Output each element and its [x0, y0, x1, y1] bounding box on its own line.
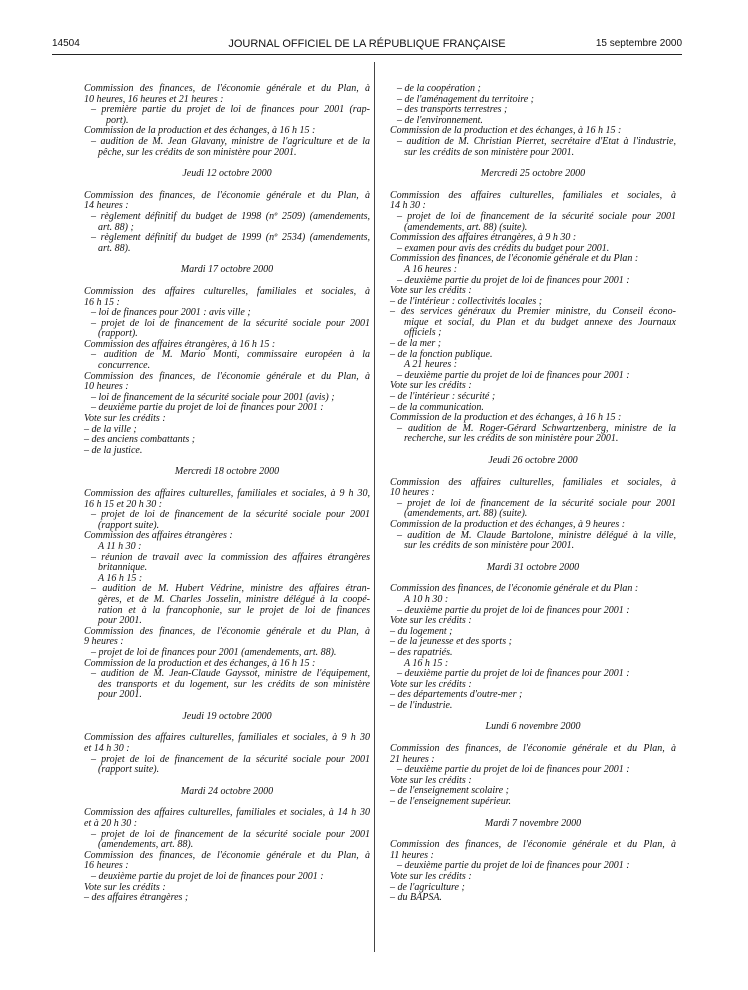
issue-date: 15 septembre 2000: [595, 38, 682, 49]
text-line: – audition de M. Jean Glavany, ministre de l'agriculture et de la: [91, 135, 370, 147]
text-line: – audition de M. Hubert Védrine, ministre des affaires étran-: [91, 583, 370, 595]
text-line: 9 heures :: [84, 636, 124, 648]
text-line: 16 h 15 et 20 h 30 :: [84, 498, 163, 510]
text-line: Commission des finances, de l'économie générale et du Plan, à: [390, 743, 676, 755]
text-line: Commission des finances, de l'économie générale et du Plan, à: [84, 189, 370, 201]
text-line: gères, et de M. Charles Josselin, ministre délégué à la coopé-: [98, 593, 370, 605]
text-line: – audition de M. Mario Monti, commissaire européen à la: [91, 349, 370, 361]
text-line: (amendements, art. 88).: [98, 839, 194, 851]
text-line: et à 20 h 30 :: [84, 818, 138, 830]
text-line: 14 heures :: [84, 200, 129, 212]
text-line: ration et à la francophonie, sur le projet de loi de finances: [98, 604, 370, 616]
text-line: – de l'environnement.: [397, 114, 483, 126]
text-line: – deuxième partie du projet de loi de finances pour 2001 :: [397, 860, 630, 872]
text-line: – de la mer ;: [390, 338, 442, 350]
column-divider: [374, 62, 375, 952]
text-line: Commission des finances, de l'économie générale et du Plan :: [390, 583, 639, 595]
date-heading: Mercredi 25 octobre 2000: [480, 168, 586, 180]
text-line: pêche, sur les crédits de son ministère pour 2001.: [98, 146, 297, 158]
text-line: – deuxième partie du projet de loi de finances pour 2001 :: [91, 871, 324, 882]
text-line: Commission des affaires culturelles, familiales et sociales, à: [390, 476, 676, 488]
text-line: – de la justice.: [84, 444, 143, 456]
text-line: – de la jeunesse et des sports ;: [390, 636, 512, 648]
date-heading: Jeudi 26 octobre 2000: [488, 455, 578, 466]
spacer: [390, 467, 676, 478]
text-line: Commission des finances, de l'économie générale et du Plan :: [390, 253, 639, 265]
text-line: – des anciens combattants ;: [84, 434, 196, 446]
text-line: – de la coopération ;: [397, 83, 481, 94]
journal-title: JOURNAL OFFICIEL DE LA RÉPUBLIQUE FRANÇAISE: [228, 38, 506, 50]
text-line: Vote sur les crédits :: [390, 285, 472, 297]
text-line: (rapport).: [98, 328, 138, 340]
text-line: – du BAPSA.: [390, 892, 442, 904]
page-header: [52, 38, 682, 52]
text-line: – des affaires étrangères ;: [84, 892, 189, 904]
text-line: – projet de loi de financement de la sécurité sociale pour 2001: [91, 828, 370, 840]
text-line: Commission des finances, de l'économie générale et du Plan, à: [84, 83, 370, 94]
text-line: 10 heures :: [390, 487, 435, 499]
text-line: – des départements d'outre-mer ;: [390, 689, 523, 701]
text-line: – projet de loi de financement de la sécurité sociale pour 2001: [91, 753, 370, 765]
text-line: – des services généraux du Premier ministre, du Conseil écono-: [390, 306, 676, 318]
text-line: – projet de loi de financement de la sécurité sociale pour 2001: [91, 509, 370, 521]
text-line: – de l'enseignement scolaire ;: [390, 785, 509, 797]
text-line: 16 heures :: [84, 860, 129, 872]
left-column: [84, 84, 370, 904]
text-line: – réunion de travail avec la commission des affaires étrangères: [91, 551, 370, 563]
text-line: A 16 h 15 :: [404, 657, 449, 669]
date-heading: Mardi 31 octobre 2000: [486, 561, 580, 573]
text-line: – deuxième partie du projet de loi de finances pour 2001 :: [397, 369, 630, 381]
text-line: art. 88) ;: [98, 221, 134, 233]
text-line: Vote sur les crédits :: [84, 413, 166, 425]
date-heading: Jeudi 19 octobre 2000: [182, 710, 272, 722]
text-line: Vote sur les crédits :: [390, 678, 472, 690]
text-line: des transports et du logement, sur les crédits de son ministère: [98, 678, 370, 690]
text-line: Commission de la production et des échanges, à 9 heures :: [390, 518, 626, 530]
text-line: – audition de M. Roger-Gérard Schwartzenberg, ministre de la: [397, 422, 676, 434]
text-line: – des rapatriés.: [390, 646, 453, 658]
text-line: Vote sur les crédits :: [390, 380, 472, 392]
page-number: 14504: [52, 38, 80, 49]
text-line: Commission des affaires culturelles, familiales et sociales, à: [390, 189, 676, 201]
text-line: pour 2001.: [98, 615, 142, 627]
text-line: (amendements, art. 88) (suite).: [404, 508, 528, 520]
text-line: Vote sur les crédits :: [390, 774, 472, 786]
date-heading: Jeudi 12 octobre 2000: [182, 168, 272, 180]
text-line: mique et social, du Plan et du budget annexe des Journaux: [404, 316, 676, 328]
header-rule: [52, 54, 682, 55]
text-line: Commission des affaires culturelles, familiales et sociales, à 9 h 30: [84, 732, 370, 744]
text-line: A 21 heures :: [404, 359, 458, 371]
date-heading: Mardi 17 octobre 2000: [180, 264, 274, 276]
text-line: – deuxième partie du projet de loi de finances pour 2001 :: [91, 402, 324, 414]
text-line: – règlement définitif du budget de 1999 (nº 2534) (amendements,: [91, 232, 370, 244]
text-line: Commission des finances, de l'économie générale et du Plan, à: [84, 849, 370, 861]
text-line: – projet de loi de financement de la sécurité sociale pour 2001: [397, 210, 676, 222]
text-line: Vote sur les crédits :: [84, 881, 166, 893]
text-line: 10 heures, 16 heures et 21 heures :: [84, 93, 224, 105]
date-heading: Mardi 7 novembre 2000: [484, 817, 582, 829]
text-line: A 10 h 30 :: [404, 593, 449, 605]
text-line: – de la fonction publique.: [390, 348, 493, 360]
text-line: et 14 h 30 :: [84, 743, 130, 755]
text-line: 11 heures :: [390, 849, 434, 861]
text-line: – de l'industrie.: [390, 699, 453, 711]
text-line: 16 h 15 :: [84, 296, 120, 308]
text-line: A 16 h 15 :: [98, 572, 143, 584]
text-line: Commission des affaires culturelles, familiales et sociales, à 14 h 30: [84, 807, 370, 819]
text-line: – audition de M. Christian Pierret, secrétaire d'Etat à l'industrie,: [397, 135, 676, 147]
text-line: art. 88).: [98, 242, 131, 254]
text-line: – des transports terrestres ;: [397, 104, 508, 116]
text-line: – de la communication.: [390, 401, 484, 413]
text-line: (rapport suite).: [98, 519, 160, 531]
text-line: Commission des finances, de l'économie générale et du Plan, à: [84, 370, 370, 382]
date-heading: Lundi 6 novembre 2000: [485, 721, 581, 733]
text-line: – projet de loi de financement de la sécurité sociale pour 2001: [397, 497, 676, 509]
date-heading: Mardi 24 octobre 2000: [180, 785, 274, 797]
text-line: – première partie du projet de loi de finances pour 2001 (rap-: [91, 104, 370, 116]
text-line: 14 h 30 :: [390, 200, 426, 212]
text-line: Commission des affaires étrangères :: [84, 530, 233, 542]
text-line: recherche, sur les crédits de son ministère pour 2001.: [404, 433, 619, 445]
text-line: – deuxième partie du projet de loi de finances pour 2001 :: [397, 764, 630, 776]
text-line: Commission des finances, de l'économie générale et du Plan, à: [390, 839, 676, 851]
text-line: sur les crédits de son ministère pour 2001.: [404, 540, 575, 552]
text-line: Commission des affaires culturelles, familiales et sociales, à: [84, 285, 370, 297]
text-line: 10 heures :: [84, 381, 129, 393]
text-line: – du logement ;: [390, 625, 453, 637]
text-line: – de l'aménagement du territoire ;: [397, 93, 535, 105]
text-line: 21 heures :: [390, 753, 435, 765]
text-line: britannique.: [98, 562, 148, 574]
text-line: A 11 h 30 :: [98, 540, 142, 552]
text-line: – deuxième partie du projet de loi de finances pour 2001 :: [397, 274, 630, 286]
text-line: Commission de la production et des échanges, à 16 h 15 :: [84, 657, 316, 669]
text-line: – règlement définitif du budget de 1998 (nº 2509) (amendements,: [91, 210, 370, 222]
text-line: A 16 heures :: [404, 263, 458, 275]
text-line: – de l'enseignement supérieur.: [390, 796, 512, 808]
date-heading: Mercredi 18 octobre 2000: [174, 466, 280, 478]
text-line: Commission des affaires étrangères, à 9 h 30 :: [390, 232, 577, 244]
text-line: officiels ;: [404, 327, 442, 339]
text-line: Commission des finances, de l'économie générale et du Plan, à: [84, 625, 370, 637]
text-line: – de l'agriculture ;: [390, 881, 465, 893]
text-line: – loi de finances pour 2001 : avis ville ;: [91, 307, 251, 319]
text-line: Commission de la production et des échanges, à 16 h 15 :: [84, 125, 316, 137]
right-column: [390, 84, 676, 904]
text-line: – de l'intérieur : collectivités locales ;: [390, 295, 543, 307]
text-line: – de l'intérieur : sécurité ;: [390, 391, 496, 403]
text-line: (rapport suite).: [98, 764, 160, 776]
text-line: – de la ville ;: [84, 423, 137, 435]
text-line: – projet de loi de financement de la sécurité sociale pour 2001: [91, 317, 370, 329]
text-line: Commission de la production et des échanges, à 16 h 15 :: [390, 412, 622, 424]
text-line: Commission de la production et des échanges, à 16 h 15 :: [390, 125, 622, 137]
text-line: – projet de loi de finances pour 2001 (amendements, art. 88).: [91, 646, 337, 658]
text-line: – loi de financement de la sécurité sociale pour 2001 (avis) ;: [91, 391, 335, 403]
text-line: port).: [106, 114, 129, 126]
spacer: [390, 808, 676, 819]
text-line: sur les crédits de son ministère pour 2001.: [404, 146, 575, 158]
text-line: – examen pour avis des crédits du budget pour 2001.: [397, 242, 610, 254]
text-line: Commission des affaires culturelles, familiales et sociales, à 9 h 30,: [84, 488, 370, 499]
text-line: (amendements, art. 88) (suite).: [404, 221, 528, 233]
text-line: Vote sur les crédits :: [390, 615, 472, 627]
text-line: – audition de M. Jean-Claude Gayssot, ministre de l'équipement,: [91, 668, 370, 680]
text-line: – audition de M. Claude Bartolone, ministre délégué à la ville,: [397, 529, 676, 541]
text-line: pour 2001.: [98, 689, 142, 701]
text-line: concurrence.: [98, 360, 151, 372]
text-line: – deuxième partie du projet de loi de finances pour 2001 :: [397, 668, 630, 680]
text-line: – deuxième partie du projet de loi de finances pour 2001 :: [397, 604, 630, 616]
text-line: Vote sur les crédits :: [390, 871, 472, 882]
text-line: Commission des affaires étrangères, à 16 h 15 :: [84, 338, 276, 350]
